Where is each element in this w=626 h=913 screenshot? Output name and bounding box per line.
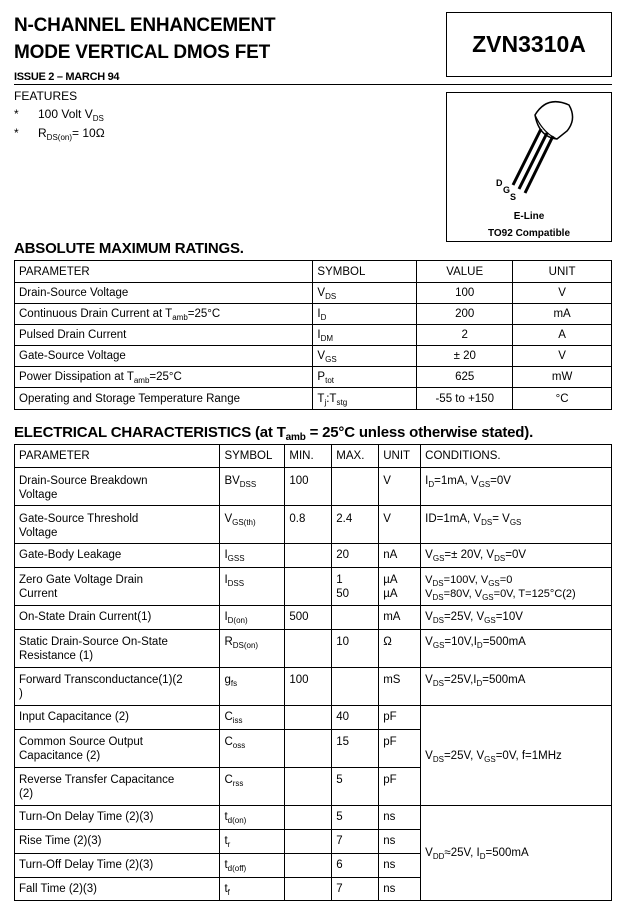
min-cell (285, 806, 332, 830)
feature-subscript: DS(on) (46, 133, 73, 142)
header-cell: SYMBOL (220, 445, 285, 468)
pin-label-drain: D (496, 178, 503, 188)
unit-cell: ns (379, 830, 421, 854)
header-cell: SYMBOL (313, 261, 417, 283)
unit-cell: pF (379, 730, 421, 768)
abs-max-heading: ABSOLUTE MAXIMUM RATINGS. (14, 240, 244, 257)
feature-bullet: * (14, 107, 19, 121)
feature-subscript: DS (92, 114, 104, 123)
symbol-cell: $R_{DS(on)}$ (220, 630, 285, 668)
symbol-cell: $I_{DM}$ (313, 325, 417, 346)
symbol-cell: $C_{iss}$ (220, 706, 285, 730)
symbol-cell: $V_{GS(th)}$ (220, 506, 285, 544)
unit-cell: mA (513, 304, 612, 325)
min-cell (285, 706, 332, 730)
max-cell: 7 (332, 830, 379, 854)
elec-table (14, 444, 612, 901)
param-cell: On-State Drain Current(1) (15, 606, 220, 630)
max-cell: 2.4 (332, 506, 379, 544)
conditions-cell: $V_{GS}=10V,I_D=500mA$ (421, 630, 612, 668)
unit-cell: ns (379, 806, 421, 830)
to92-package-drawing (447, 93, 611, 203)
table-row (15, 568, 612, 606)
conditions-cell: $V_{DS}=25V$, $V_{GS}=10V$ (421, 606, 612, 630)
unit-cell: ns (379, 878, 421, 901)
param-cell: Gate-Source Voltage (15, 346, 313, 367)
symbol-cell: $C_{oss}$ (220, 730, 285, 768)
max-cell: 15 (332, 730, 379, 768)
symbol-cell: $I_{DSS}$ (220, 568, 285, 606)
conditions-cell: $V_{DS}=25V$, $V_{GS}=0V$, f=1MHz (421, 706, 612, 806)
unit-cell: pF (379, 706, 421, 730)
unit-cell: µA µA (379, 568, 421, 606)
symbol-cell: $I_{D(on)}$ (220, 606, 285, 630)
header-cell: UNIT (379, 445, 421, 468)
max-cell: 6 (332, 854, 379, 878)
symbol-cell: $I_{GSS}$ (220, 544, 285, 568)
conditions-cell: $V_{GS}=\pm 20V$, $V_{DS}=0V$ (421, 544, 612, 568)
conditions-cell: $V_{DS}=25V,I_D=500mA$ (421, 668, 612, 706)
unit-cell: ns (379, 854, 421, 878)
pin-label-gate: G (503, 185, 511, 195)
header-cell: UNIT (513, 261, 612, 283)
min-cell (285, 730, 332, 768)
param-cell: Pulsed Drain Current (15, 325, 313, 346)
param-cell: Static Drain-Source On-State Resistance (1) (15, 630, 220, 668)
header-cell: MAX. (332, 445, 379, 468)
symbol-cell: $g_{fs}$ (220, 668, 285, 706)
unit-cell: V (513, 346, 612, 367)
feature-text-tail: = 10Ω (72, 126, 105, 140)
value-cell: ± 20 (417, 346, 513, 367)
feature-item (14, 107, 104, 123)
table-row (15, 346, 612, 367)
param-cell: Gate-Body Leakage (15, 544, 220, 568)
elec-heading: ELECTRICAL CHARACTERISTICS (at $T_{amb} = 25^\circ C$ unless otherwise stated). (14, 424, 534, 443)
symbol-cell: $t_f$ (220, 878, 285, 901)
feature-bullet: * (14, 126, 19, 140)
table-row (15, 706, 612, 730)
features-heading: FEATURES (14, 89, 78, 103)
param-cell: Fall Time (2)(3) (15, 878, 220, 901)
part-number-box (446, 12, 612, 77)
max-cell: 7 (332, 878, 379, 901)
max-cell: 40 (332, 706, 379, 730)
symbol-cell: $t_{d(on)}$ (220, 806, 285, 830)
unit-cell: nA (379, 544, 421, 568)
pin-label-source: S (510, 192, 517, 202)
conditions-cell: $V_{DD}\approx 25V$, $I_D=500mA$ (421, 806, 612, 901)
symbol-cell: $P_{tot}$ (313, 367, 417, 388)
max-cell (332, 468, 379, 506)
table-row (15, 544, 612, 568)
param-cell: Power Dissipation at $T_{amb}=25^\circ C$ (15, 367, 313, 388)
param-cell: Operating and Storage Temperature Range (15, 388, 313, 410)
symbol-cell: $V_{GS}$ (313, 346, 417, 367)
symbol-cell: $t_r$ (220, 830, 285, 854)
min-cell (285, 854, 332, 878)
min-cell (285, 830, 332, 854)
table-row (15, 668, 612, 706)
min-cell (285, 768, 332, 806)
table-row (15, 325, 612, 346)
header-cell: PARAMETER (15, 445, 220, 468)
param-cell: Forward Transconductance(1)(2 ) (15, 668, 220, 706)
unit-cell: V (513, 283, 612, 304)
table-row (15, 304, 612, 325)
value-cell: 100 (417, 283, 513, 304)
conditions-cell: ID=1mA, $V_{DS}= V_{GS}$ (421, 506, 612, 544)
symbol-cell: $t_{d(off)}$ (220, 854, 285, 878)
max-cell: 1 50 (332, 568, 379, 606)
title-line-2: MODE VERTICAL DMOS FET (14, 42, 270, 63)
table-row (15, 283, 612, 304)
param-cell: Input Capacitance (2) (15, 706, 220, 730)
table-row (15, 506, 612, 544)
min-cell: 500 (285, 606, 332, 630)
min-cell: 100 (285, 468, 332, 506)
conditions-cell: $V_{DS}=100V$, $V_{GS}=0$ $V_{DS}=80V$, $V_{GS}=0V$, T=125°C(2) (421, 568, 612, 606)
max-cell (332, 606, 379, 630)
value-cell: -55 to +150 (417, 388, 513, 410)
package-name: E-Line (513, 211, 545, 222)
param-cell: Continuous Drain Current at $T_{amb}=25^\circ C$ (15, 304, 313, 325)
unit-cell: mS (379, 668, 421, 706)
unit-cell: V (379, 468, 421, 506)
min-cell (285, 568, 332, 606)
package-compat: TO92 Compatible (487, 228, 571, 239)
table-row (15, 367, 612, 388)
table-row (15, 806, 612, 830)
max-cell (332, 668, 379, 706)
symbol-cell: $BV_{DSS}$ (220, 468, 285, 506)
feature-text: 100 Volt V (38, 107, 93, 121)
header-cell: VALUE (417, 261, 513, 283)
unit-cell: °C (513, 388, 612, 410)
param-cell: Gate-Source Threshold Voltage (15, 506, 220, 544)
part-number: ZVN3310A (472, 31, 586, 57)
param-cell: Drain-Source Breakdown Voltage (15, 468, 220, 506)
param-cell: Drain-Source Voltage (15, 283, 313, 304)
table-row (15, 630, 612, 668)
title-line-1: N-CHANNEL ENHANCEMENT (14, 15, 276, 36)
unit-cell: Ω (379, 630, 421, 668)
table-row (15, 606, 612, 630)
value-cell: 625 (417, 367, 513, 388)
param-cell: Reverse Transfer Capacitance (2) (15, 768, 220, 806)
unit-cell: pF (379, 768, 421, 806)
header-cell: MIN. (285, 445, 332, 468)
symbol-cell: $T_j:T_{stg}$ (313, 388, 417, 410)
min-cell: 100 (285, 668, 332, 706)
table-row (15, 468, 612, 506)
param-cell: Turn-Off Delay Time (2)(3) (15, 854, 220, 878)
param-cell: Rise Time (2)(3) (15, 830, 220, 854)
max-cell: 5 (332, 768, 379, 806)
param-cell: Turn-On Delay Time (2)(3) (15, 806, 220, 830)
header-cell: PARAMETER (15, 261, 313, 283)
symbol-cell: $I_D$ (313, 304, 417, 325)
value-cell: 2 (417, 325, 513, 346)
symbol-cell: $V_{DS}$ (313, 283, 417, 304)
max-cell: 5 (332, 806, 379, 830)
abs-max-table (14, 260, 612, 410)
conditions-cell: $I_D=1mA$, $V_{GS}=0V$ (421, 468, 612, 506)
param-cell: Common Source Output Capacitance (2) (15, 730, 220, 768)
feature-text: R (38, 126, 47, 140)
unit-cell: A (513, 325, 612, 346)
param-cell: Zero Gate Voltage Drain Current (15, 568, 220, 606)
value-cell: 200 (417, 304, 513, 325)
min-cell (285, 630, 332, 668)
table-header-row (15, 261, 612, 283)
max-cell: 20 (332, 544, 379, 568)
max-cell: 10 (332, 630, 379, 668)
unit-cell: mW (513, 367, 612, 388)
unit-cell: mA (379, 606, 421, 630)
min-cell: 0.8 (285, 506, 332, 544)
header-cell: CONDITIONS. (421, 445, 612, 468)
min-cell (285, 544, 332, 568)
table-header-row (15, 445, 612, 468)
min-cell (285, 878, 332, 901)
unit-cell: V (379, 506, 421, 544)
package-box (446, 92, 612, 242)
table-row (15, 388, 612, 410)
symbol-cell: $C_{rss}$ (220, 768, 285, 806)
header-rule (14, 84, 612, 85)
issue-date: ISSUE 2 – MARCH 94 (14, 71, 120, 83)
